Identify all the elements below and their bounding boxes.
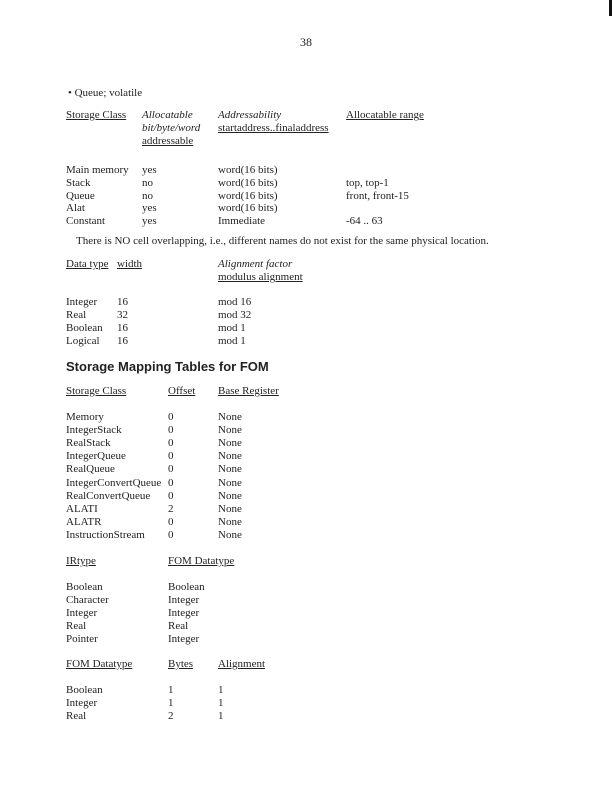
storage-table-cell: Constant — [66, 215, 106, 228]
fom-table-cell: Boolean — [66, 684, 103, 696]
storage-table-header: startaddress..finaladdress — [218, 122, 329, 134]
storage-table-cell: Immediate — [218, 215, 266, 228]
irtype-table-cell: Character — [66, 593, 109, 606]
fom-table-cell: 1 — [168, 684, 174, 696]
page-number: 38 — [300, 35, 312, 49]
storage-table-cell: no — [142, 176, 153, 189]
irtype-table-cell: Boolean — [66, 581, 103, 593]
datatype-table-cell: Boolean — [66, 322, 103, 334]
mapping-table-header: Storage Class — [66, 385, 127, 397]
mapping-table-cell: 0 — [168, 424, 174, 437]
mapping-table-cell: None — [218, 502, 242, 515]
mapping-table-cell: None — [218, 528, 242, 541]
storage-table-cell: yes — [142, 215, 157, 228]
mapping-table-cell: None — [218, 463, 242, 476]
mapping-table-cell: 2 — [168, 502, 174, 515]
datatype-table-header: width — [117, 258, 143, 270]
fom-table-header: FOM Datatype — [66, 658, 133, 670]
mapping-table-header: Offset — [168, 385, 196, 397]
bullet-item — [68, 87, 142, 99]
irtype-table-cell: Integer — [168, 632, 200, 645]
fom-table-cell: Real — [66, 710, 87, 722]
datatype-table-cell: mod 1 — [218, 322, 246, 334]
mapping-table-cell: 0 — [168, 450, 174, 463]
storage-table-cell: word(16 bits) — [218, 176, 278, 189]
storage-table-cell: no — [142, 189, 153, 202]
fom-table-cell: 1 — [218, 710, 224, 722]
irtype-table-cell: Real — [168, 619, 189, 632]
storage-table-cell: Stack — [66, 176, 91, 189]
mapping-table-header: Base Register — [218, 385, 279, 397]
mapping-table-cell: None — [218, 424, 242, 437]
storage-table-header: Storage Class — [66, 109, 127, 121]
datatype-table-cell: 16 — [117, 322, 128, 334]
datatype-table-cell: mod 16 — [218, 296, 252, 308]
mapping-table-cell: ALATI — [66, 502, 98, 515]
irtype-table-cell: Boolean — [168, 581, 205, 593]
irtype-table-cell: Real — [66, 619, 87, 632]
fom-table-cell: Integer — [66, 697, 98, 709]
irtype-table-header: FOM Datatype — [168, 555, 235, 567]
mapping-table-cell: 0 — [168, 489, 174, 502]
mapping-table-cell: None — [218, 450, 242, 463]
storage-table-cell: word(16 bits) — [218, 202, 278, 215]
mapping-table-cell: None — [218, 476, 242, 489]
mapping-table-cell: None — [218, 437, 242, 450]
storage-table-cell: word(16 bits) — [218, 164, 278, 176]
mapping-table-cell: 0 — [168, 437, 174, 450]
datatype-table-cell: 32 — [117, 309, 128, 321]
mapping-table-cell: None — [218, 411, 242, 423]
fom-table-cell: 1 — [168, 697, 174, 709]
mapping-table-cell: 0 — [168, 411, 174, 423]
mapping-table-cell: RealQueue — [66, 463, 115, 476]
irtype-table-cell: Integer — [168, 606, 200, 619]
storage-table-cell: yes — [142, 202, 157, 215]
mapping-table-cell: None — [218, 489, 242, 502]
fom-table-header: Bytes — [168, 658, 194, 670]
storage-table-header: Addressability — [218, 109, 282, 121]
datatype-table-cell: 16 — [117, 296, 128, 308]
datatype-table-cell: Real — [66, 309, 87, 321]
storage-table-header: addressable — [142, 135, 194, 147]
mapping-table-cell: RealStack — [66, 437, 111, 450]
datatype-table-cell: Integer — [66, 296, 98, 308]
storage-table-cell: word(16 bits) — [218, 189, 278, 202]
datatype-table-header: Data type — [66, 258, 109, 270]
mapping-table-cell: 0 — [168, 463, 174, 476]
mapping-table-cell: ALATR — [66, 515, 102, 528]
irtype-table-cell: Integer — [168, 593, 200, 606]
storage-table-cell: Queue — [66, 189, 95, 202]
mapping-table-cell: 0 — [168, 476, 174, 489]
datatype-table-cell: Logical — [66, 335, 100, 347]
bullet-icon: • — [68, 87, 72, 99]
fom-table-cell: 1 — [218, 684, 224, 696]
storage-table-cell: yes — [142, 164, 157, 176]
storage-table-cell: top, top-1 — [346, 176, 389, 189]
datatype-table-cell: mod 32 — [218, 309, 252, 321]
storage-table-header: bit/byte/word — [142, 122, 201, 134]
section-heading: Storage Mapping Tables for FOM — [66, 359, 269, 374]
fom-table-cell: 1 — [218, 697, 224, 709]
mapping-table-cell: Memory — [66, 411, 104, 423]
irtype-table-header: IRtype — [66, 555, 96, 567]
storage-table-cell: -64 .. 63 — [346, 215, 383, 228]
storage-table-cell: front, front-15 — [346, 189, 409, 202]
irtype-table-cell: Integer — [66, 606, 98, 619]
note-text: There is NO cell overlapping, i.e., different names do not exist for the same physical location. — [76, 235, 489, 247]
bullet-text: Queue; volatile — [74, 87, 143, 99]
mapping-table-cell: IntegerQueue — [66, 450, 126, 463]
storage-table-cell: Alat — [66, 202, 85, 215]
mapping-table-cell: 0 — [168, 515, 174, 528]
mapping-table-cell: InstructionStream — [66, 528, 145, 541]
storage-table-cell: Main memory — [66, 164, 129, 176]
datatype-table-cell: 16 — [117, 335, 128, 347]
mapping-table-cell: 0 — [168, 528, 174, 541]
irtype-table-cell: Pointer — [66, 632, 98, 645]
storage-table-header: Allocatable range — [346, 109, 424, 121]
mapping-table-cell: RealConvertQueue — [66, 489, 151, 502]
storage-table-header: Allocatable — [142, 109, 193, 121]
mapping-table-cell: None — [218, 515, 242, 528]
fom-table-header: Alignment — [218, 658, 266, 670]
mapping-table-cell: IntegerConvertQueue — [66, 476, 162, 489]
mapping-table-cell: IntegerStack — [66, 424, 122, 437]
datatype-table-header: modulus alignment — [218, 271, 303, 283]
fom-table-cell: 2 — [168, 710, 174, 722]
datatype-table-cell: mod 1 — [218, 335, 246, 347]
datatype-table-header: Alignment factor — [218, 258, 293, 270]
